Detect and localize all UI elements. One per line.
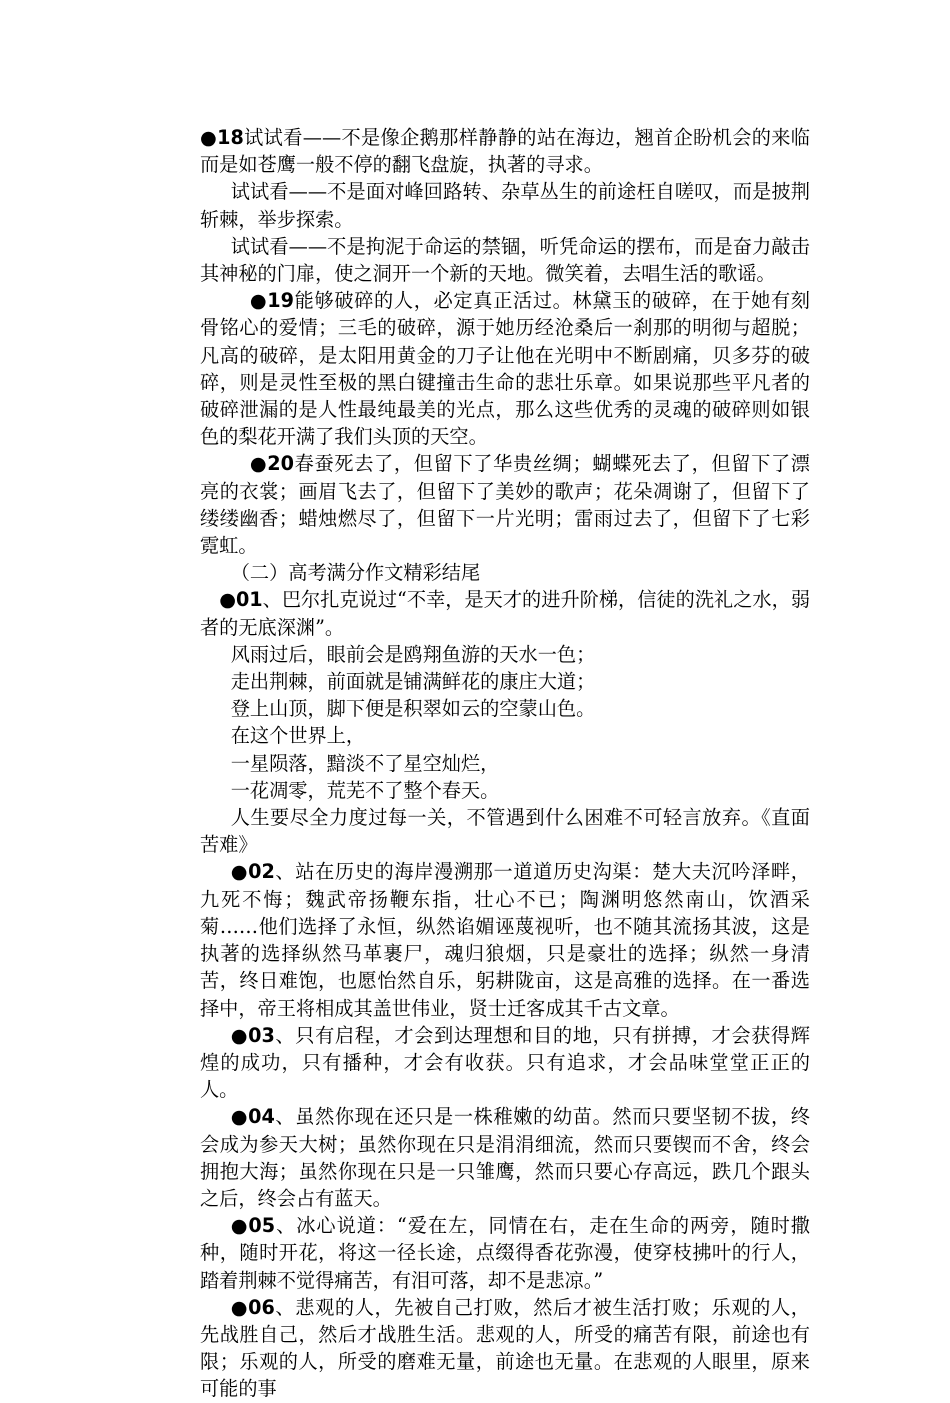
bullet-marker: ●02: [230, 860, 275, 884]
paragraph-try-2: [200, 178, 810, 232]
bullet-marker: ●01: [219, 588, 263, 612]
poem-line: 登上山顶，脚下便是积翠如云的空蒙山色。: [230, 697, 596, 721]
poem-line: 在这个世界上，: [230, 724, 366, 748]
paragraph-18: [200, 124, 810, 178]
paragraph-conclusion: [200, 804, 810, 858]
poem-line: 风雨过后，眼前会是鸥翔鱼游的天水一色；: [230, 642, 596, 666]
paragraph-02: [200, 858, 810, 1021]
section-heading-text: （二）高考满分作文精彩结尾: [230, 561, 481, 585]
paragraph-04: [200, 1103, 810, 1212]
bullet-marker: ●18: [200, 126, 244, 149]
bullet-marker: ●05: [230, 1214, 276, 1238]
section-heading: [200, 559, 810, 586]
paragraph-05: [200, 1212, 810, 1294]
poem-line: 一花凋零，荒芜不了整个春天。: [230, 778, 500, 802]
document-body: [200, 124, 810, 1403]
bullet-marker: ●19: [249, 289, 295, 313]
paragraph-text: 试试看——不是拘泥于命运的禁锢，听凭命运的摆布，而是奋力敲击其神秘的门扉，使之洞开一个新的天地。微笑着，去唱生活的歌谣。: [200, 234, 810, 286]
paragraph-text: 能够破碎的人，必定真正活过。林黛玉的破碎，在于她有刻骨铭心的爱情；三毛的破碎，源于她历经沧桑后一刹那的明彻与超脱；凡高的破碎，是太阳用黄金的刀子让他在光明中不断剧痛，贝多芬的破碎，则是灵性至极的黑白键撞击生命的悲壮乐章。如果说那些平凡者的破碎泄漏的是人性最纯最美的光点，那么这些优秀的灵魂的破碎则如银色的梨花开满了我们头顶的天空。: [200, 289, 810, 449]
poem-line: 走出荆棘，前面就是铺满鲜花的康庄大道；: [230, 670, 596, 694]
paragraph-text: 试试看——不是面对峰回路转、杂草丛生的前途枉自嗟叹，而是披荆斩棘，举步探索。: [200, 180, 810, 231]
bullet-marker: ●04: [230, 1105, 275, 1129]
paragraph-text: 人生要尽全力度过每一关，不管遇到什么困难不可轻言放弃。《直面苦难》: [200, 806, 810, 857]
paragraph-20: [200, 450, 810, 559]
bullet-marker: ●06: [230, 1295, 275, 1319]
paragraph-text: 、站在历史的海岸漫溯那一道道历史沟渠：楚大夫沉吟泽畔，九死不悔；魏武帝扬鞭东指，壮心不已；陶渊明悠然南山，饮酒采菊……他们选择了永恒，纵然谄媚诬蔑视听，也不随其流扬其波，这是执著的选择纵然马革裹尸，魂归狼烟，只是豪壮的选择；纵然一身清苦，终日难饱，也愿怡然自乐，躬耕陇亩，这是高雅的选择。在一番选择中，帝王将相成其盖世伟业，贤士迁客成其千古文章。: [200, 860, 810, 1020]
paragraph-text: 、悲观的人，先被自己打败，然后才被生活打败；乐观的人，先战胜自己，然后才战胜生活。悲观的人，所受的痛苦有限，前途也有限；乐观的人，所受的磨难无量，前途也无量。在悲观的人眼里，原来可能的事: [200, 1295, 810, 1401]
paragraph-try-3: [200, 233, 810, 287]
poem-line: 一星陨落，黯淡不了星空灿烂，: [230, 751, 500, 775]
paragraph-19: [200, 287, 810, 450]
paragraph-text: 、冰心说道：“爱在左，同情在右，走在生命的两旁，随时撒种，随时开花，将这一径长途，点缀得香花弥漫，使穿枝拂叶的行人，踏着荆棘不觉得痛苦，有泪可落，却不是悲凉。”: [200, 1214, 810, 1292]
bullet-marker: ●03: [230, 1023, 275, 1047]
paragraph-text: 春蚕死去了，但留下了华贵丝绸；蝴蝶死去了，但留下了漂亮的衣裳；画眉飞去了，但留下了美妙的歌声；花朵凋谢了，但留下了缕缕幽香；蜡烛燃尽了，但留下一片光明；雷雨过去了，但留下了七彩霓虹。: [200, 452, 810, 558]
paragraph-06: [200, 1294, 810, 1403]
paragraph-03: [200, 1022, 810, 1104]
bullet-marker: ●20: [249, 452, 295, 476]
paragraph-text: 、只有启程，才会到达理想和目的地，只有拼搏，才会获得辉煌的成功，只有播种，才会有收获。只有追求，才会品味堂堂正正的人。: [200, 1023, 810, 1102]
paragraph-text: 、巴尔扎克说过“不幸，是天才的进升阶梯，信徒的洗礼之水，弱者的无底深渊”。: [200, 588, 811, 639]
paragraph-01: [200, 586, 810, 640]
paragraph-text: 、虽然你现在还只是一株稚嫩的幼苗。然而只要坚韧不拔，终会成为参天大树；虽然你现在只是涓涓细流，然而只要锲而不舍，终会拥抱大海；虽然你现在只是一只雏鹰，然而只要心存高远，跌几个跟头之后，终会占有蓝天。: [200, 1105, 810, 1210]
paragraph-text: 试试看——不是像企鹅那样静静的站在海边，翘首企盼机会的来临而是如苍鹰一般不停的翻飞盘旋，执著的寻求。: [200, 126, 810, 177]
